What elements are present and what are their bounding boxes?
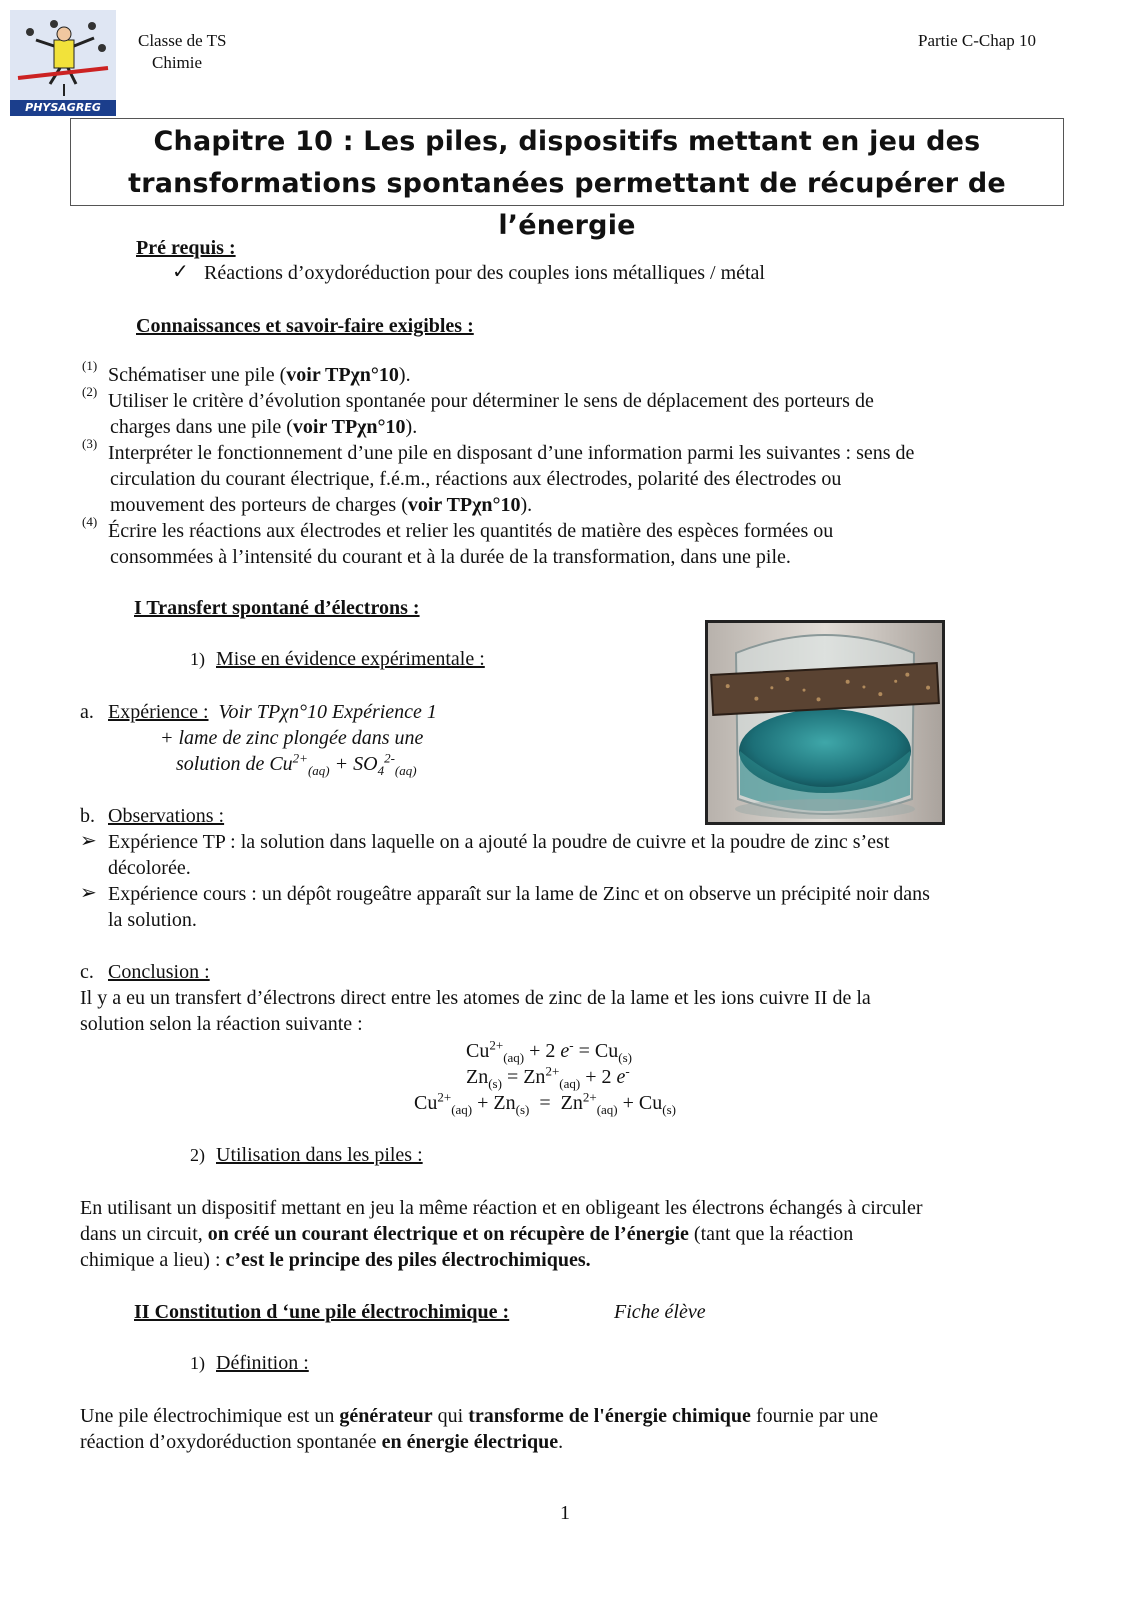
usage-line-2: dans un circuit, on créé un courant électrique et on récupère de l’énergie (tant que la réaction	[80, 1223, 854, 1245]
experience-line-2: + lame de zinc plongée dans une	[160, 727, 424, 749]
subsection-1-title: Mise en évidence expérimentale :	[216, 648, 485, 670]
list-letter: a.	[80, 701, 94, 723]
skill-3-line-3: mouvement des porteurs de charges (voir TPχn°10).	[110, 494, 533, 516]
skill-number: (1)	[82, 358, 98, 373]
skill-4-line-2: consommées à l’intensité du courant et à la durée de la transformation, dans une pile.	[110, 546, 791, 568]
logo-text: PHYSAGREG	[25, 101, 101, 114]
usage-line-1: En utilisant un dispositif mettant en jeu la même réaction et en obligeant les électrons échangés à circuler	[80, 1197, 923, 1219]
section-1-heading: I Transfert spontané d’électrons :	[134, 597, 420, 619]
title-line-1: Chapitre 10 : Les piles, dispositifs mettant en jeu des	[153, 126, 981, 157]
prereq-heading: Pré requis :	[136, 237, 236, 259]
subsection-2-title: Utilisation dans les piles :	[216, 1144, 423, 1166]
experience-line-3: solution de $Cu^{2+}_{(aq)} + SO_4^{2-}_{(aq)}$	[176, 750, 417, 778]
observation-2-line-2: la solution.	[108, 909, 197, 931]
section-2-note: Fiche élève	[614, 1301, 706, 1323]
definition-title: Définition :	[216, 1352, 309, 1374]
chapter-title	[70, 118, 1064, 241]
skill-4-line-1: Écrire les réactions aux électrodes et relier les quantités de matière des espèces formées ou	[108, 520, 834, 542]
overall-equation: $Cu^{2+}_{(aq)} + Zn_{(s)} = Zn^{2+}_{(aq)} + Cu_{(s)}$	[414, 1089, 676, 1117]
skill-1: Schématiser une pile (voir TPχn°10).	[108, 364, 411, 386]
subsection-number: 1)	[190, 1353, 205, 1373]
skill-number: (3)	[82, 436, 98, 451]
skills-heading: Connaissances et savoir-faire exigibles :	[136, 315, 474, 337]
observation-1-line-1: Expérience TP : la solution dans laquelle on a ajouté la poudre de cuivre et la poudre de zinc s’est	[108, 831, 890, 853]
arrow-bullet-icon: ➢	[80, 882, 97, 904]
conclusion-line-2: solution selon la réaction suivante :	[80, 1013, 363, 1035]
half-equation-zinc: $Zn_{(s)} = Zn^{2+}_{(aq)} + 2$ e-	[466, 1063, 630, 1091]
list-letter: c.	[80, 961, 94, 983]
observation-2-line-1: Expérience cours : un dépôt rougeâtre apparaît sur la lame de Zinc et on observe un précipité noir dans	[108, 883, 930, 905]
physagreg-logo	[10, 10, 116, 116]
subsection-number: 1)	[190, 649, 205, 669]
header-subject: Chimie	[152, 53, 203, 72]
prereq-item: Réactions d’oxydoréduction pour des couples ions métalliques / métal	[204, 262, 765, 284]
experience-line-1: Expérience : Voir TPχn°10 Expérience 1	[108, 701, 437, 723]
list-letter: b.	[80, 805, 95, 827]
check-icon: ✓	[172, 261, 189, 283]
skill-number: (2)	[82, 384, 98, 399]
skill-3-line-2: circulation du courant électrique, f.é.m., réactions aux électrodes, polarité des électrodes ou	[110, 468, 842, 490]
header-part: Partie C-Chap 10	[918, 31, 1037, 50]
section-2-heading: II Constitution d ‘une pile électrochimique :	[134, 1301, 510, 1323]
arrow-bullet-icon: ➢	[80, 830, 97, 852]
subsection-number: 2)	[190, 1145, 205, 1165]
conclusion-heading: Conclusion :	[108, 961, 210, 983]
usage-line-3: chimique a lieu) : c’est le principe des piles électrochimiques.	[80, 1249, 591, 1271]
skill-2-line-1: Utiliser le critère d’évolution spontanée pour déterminer le sens de déplacement des porteurs de	[108, 390, 874, 412]
half-equation-copper: $Cu^{2+}_{(aq)} + 2$ $e^- = Cu_{(s)}$	[466, 1037, 632, 1065]
experiment-photo	[705, 620, 945, 825]
observations-heading: Observations :	[108, 805, 225, 827]
conclusion-line-1: Il y a eu un transfert d’électrons direct entre les atomes de zinc de la lame et les ions cuivre II de la	[80, 987, 871, 1009]
skill-number: (4)	[82, 514, 98, 529]
definition-line-1: Une pile électrochimique est un générateur qui transforme de l'énergie chimique fournie par une	[80, 1405, 879, 1427]
title-line-2: transformations spontanées permettant de récupérer de l’énergie	[128, 168, 1006, 241]
page-number: 1	[560, 1502, 570, 1524]
observation-1-line-2: décolorée.	[108, 857, 191, 879]
skill-2-line-2: charges dans une pile (voir TPχn°10).	[110, 416, 418, 438]
header-class: Classe de TS	[138, 31, 227, 50]
definition-line-2: réaction d’oxydoréduction spontanée en énergie électrique.	[80, 1431, 564, 1453]
skill-3-line-1: Interpréter le fonctionnement d’une pile en disposant d’une information parmi les suivantes : sens de	[108, 442, 915, 464]
